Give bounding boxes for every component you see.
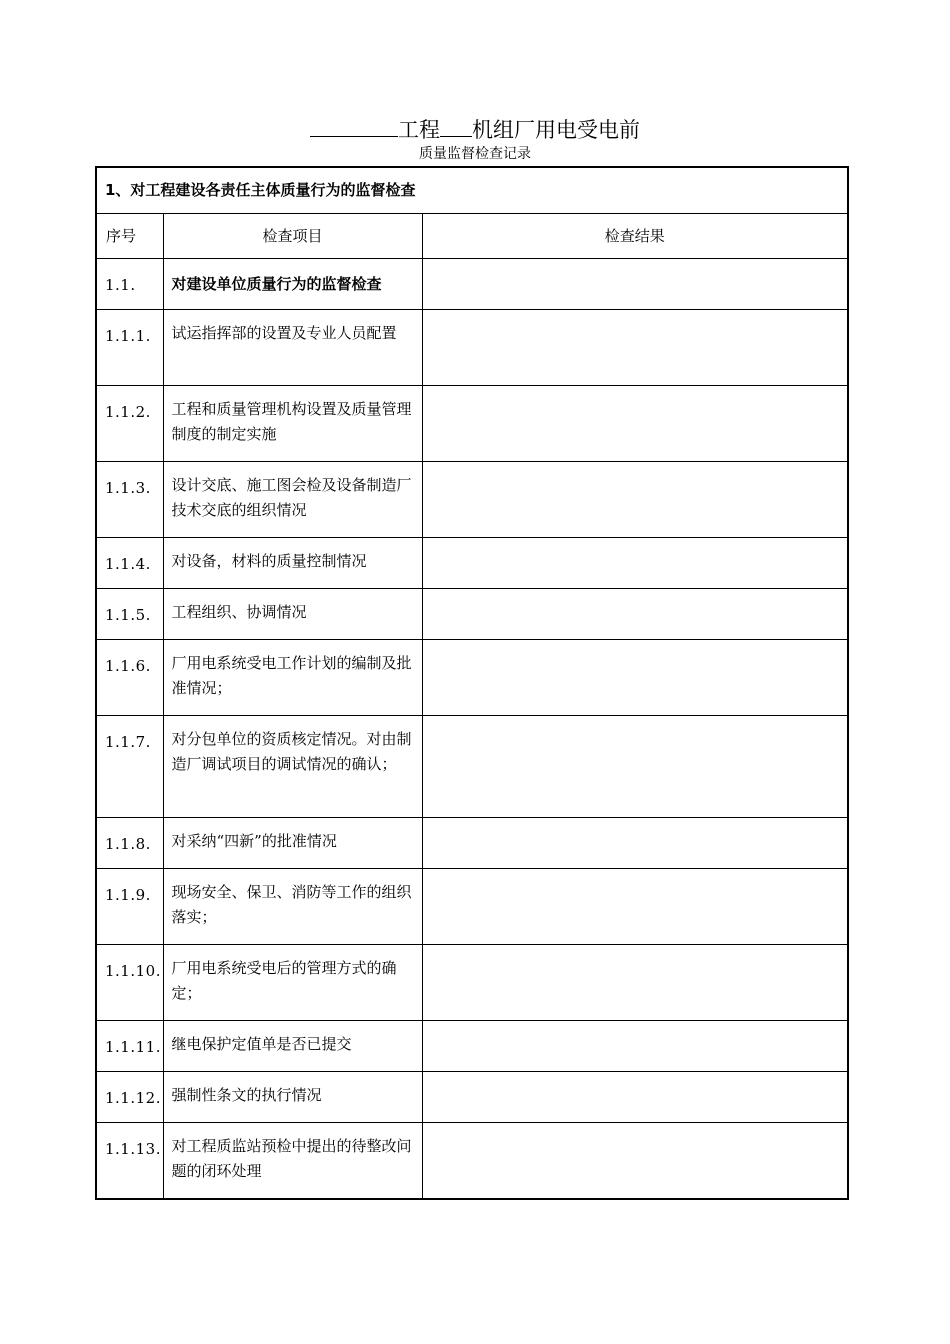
row-result-cell[interactable] <box>422 589 848 640</box>
row-result-cell[interactable] <box>422 640 848 716</box>
row-result-cell[interactable] <box>422 538 848 589</box>
row-number: 1.1.8. <box>96 818 163 869</box>
row-number: 1.1.13. <box>96 1123 163 1199</box>
table-row <box>96 1021 848 1072</box>
row-number: 1.1.9. <box>96 869 163 945</box>
row-result-cell[interactable] <box>422 259 848 310</box>
header-item: 检查项目 <box>163 214 422 259</box>
row-result-cell[interactable] <box>422 462 848 538</box>
row-item: 对采纳“四新”的批准情况 <box>163 818 422 869</box>
header-result: 检查结果 <box>422 214 848 259</box>
row-item: 设计交底、施工图会检及设备制造厂技术交底的组织情况 <box>163 462 422 538</box>
table-row <box>96 462 848 538</box>
section-row <box>96 167 848 214</box>
row-item: 对分包单位的资质核定情况。对由制造厂调试项目的调试情况的确认； <box>163 716 422 818</box>
row-item: 对工程质监站预检中提出的待整改问题的闭环处理 <box>163 1123 422 1199</box>
row-item: 工程组织、协调情况 <box>163 589 422 640</box>
table-row <box>96 589 848 640</box>
row-item: 工程和质量管理机构设置及质量管理制度的制定实施 <box>163 386 422 462</box>
row-result-cell[interactable] <box>422 1072 848 1123</box>
row-item: 现场安全、保卫、消防等工作的组织落实； <box>163 869 422 945</box>
header-number: 序号 <box>96 214 163 259</box>
row-number: 1.1.6. <box>96 640 163 716</box>
row-number: 1.1.12. <box>96 1072 163 1123</box>
row-result-cell[interactable] <box>422 716 848 818</box>
table-row <box>96 1123 848 1199</box>
table-row <box>96 716 848 818</box>
inspection-record-table <box>95 166 849 1200</box>
row-result-cell[interactable] <box>422 1021 848 1072</box>
row-number: 1.1. <box>96 259 163 310</box>
page-title <box>0 116 950 143</box>
row-item: 厂用电系统受电工作计划的编制及批准情况； <box>163 640 422 716</box>
row-result-cell[interactable] <box>422 869 848 945</box>
table-row <box>96 818 848 869</box>
row-item: 对建设单位质量行为的监督检查 <box>163 259 422 310</box>
row-result-cell[interactable] <box>422 818 848 869</box>
row-item: 厂用电系统受电后的管理方式的确定； <box>163 945 422 1021</box>
table-row <box>96 386 848 462</box>
row-result-cell[interactable] <box>422 1123 848 1199</box>
title-part1: 工程 <box>398 118 440 142</box>
title-blank-project-name <box>310 116 398 137</box>
table-row <box>96 1072 848 1123</box>
table-row <box>96 869 848 945</box>
table-row <box>96 259 848 310</box>
row-result-cell[interactable] <box>422 310 848 386</box>
row-number: 1.1.4. <box>96 538 163 589</box>
table-row <box>96 310 848 386</box>
row-number: 1.1.3. <box>96 462 163 538</box>
table-row <box>96 945 848 1021</box>
title-part2: 机组厂用电受电前 <box>472 118 640 142</box>
row-number: 1.1.10. <box>96 945 163 1021</box>
title-blank-unit-number <box>440 116 472 137</box>
row-item: 对设备，材料的质量控制情况 <box>163 538 422 589</box>
row-number: 1.1.7. <box>96 716 163 818</box>
header-row <box>96 214 848 259</box>
section-title: 1、对工程建设各责任主体质量行为的监督检查 <box>96 167 848 214</box>
row-result-cell[interactable] <box>422 945 848 1021</box>
row-item: 继电保护定值单是否已提交 <box>163 1021 422 1072</box>
row-number: 1.1.1. <box>96 310 163 386</box>
row-item: 强制性条文的执行情况 <box>163 1072 422 1123</box>
row-number: 1.1.5. <box>96 589 163 640</box>
table-row <box>96 538 848 589</box>
row-number: 1.1.11. <box>96 1021 163 1072</box>
row-result-cell[interactable] <box>422 386 848 462</box>
row-item: 试运指挥部的设置及专业人员配置 <box>163 310 422 386</box>
row-number: 1.1.2. <box>96 386 163 462</box>
page-subtitle: 质量监督检查记录 <box>419 146 531 162</box>
table-row <box>96 640 848 716</box>
